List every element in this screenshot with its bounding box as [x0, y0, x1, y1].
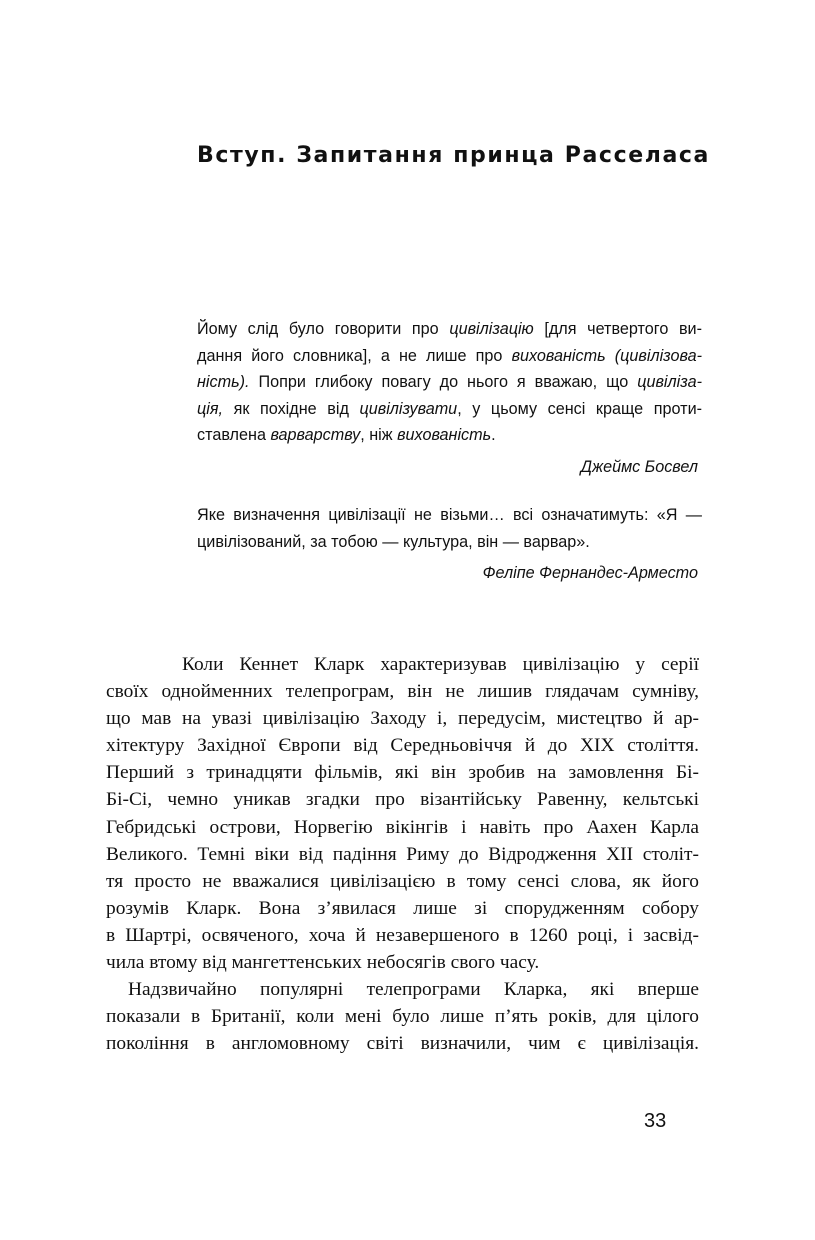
text-line: чила втому від мангеттенських небосягів свого часу.	[106, 952, 540, 974]
epigraph-line	[197, 396, 702, 423]
epigraph-line	[197, 369, 702, 396]
text-run: , у цьому сенсі краще проти-	[457, 399, 703, 418]
text-line: розумів Кларк. Вона з’явилася лише зі спорудженням собору	[106, 897, 699, 919]
epigraph-line	[197, 343, 702, 370]
text-line: Перший з тринадцяти фільмів, які він зробив на замовлення Бі-	[106, 762, 699, 784]
epigraph-text	[197, 316, 702, 449]
text-run: як похідне від	[223, 399, 360, 418]
text-line: показали в Британії, коли мені було лише п’ять років, для цілого	[106, 1006, 699, 1028]
text-line: Коли Кеннет Кларк характеризував цивілізацію у серії	[182, 654, 699, 675]
paragraph-1	[106, 651, 699, 976]
italic-run: вихованість	[397, 426, 492, 445]
text-line: своїх однойменних телепрограм, він не лишив глядачам сумніву,	[106, 681, 699, 703]
text-line: Гебридські острови, Норвегію вікінгів і навіть про Аахен Карла	[106, 816, 699, 838]
chapter-title: Вступ. Запитання принца Расселаса	[197, 143, 710, 168]
text-run: Яке визначення цивілізації не візьми… всі означатимуть: «Я —	[197, 506, 702, 524]
text-run: цивілізований, за тобою — культура, він — варвар».	[197, 532, 590, 551]
main-text	[106, 651, 699, 1057]
text-run: [для четвертого ви-	[533, 320, 702, 338]
text-run: дання його словника], а не лише про	[197, 346, 512, 365]
italic-run: варварству	[270, 426, 361, 445]
epigraph-line	[197, 316, 702, 343]
page-number: 33	[644, 1110, 667, 1132]
italic-run: ність).	[197, 373, 250, 392]
text-line: Бі-Сі, чемно уникав згадки про візантійську Равенну, кельтські	[106, 789, 699, 811]
epigraph-attribution: Джеймс Босвел	[580, 457, 698, 476]
text-line: покоління в англомовному світі визначили, чим є цивілізація.	[106, 1033, 699, 1055]
text-line: що мав на увазі цивілізацію Заходу і, передусім, мистецтво й ар-	[106, 708, 699, 730]
epigraph-fernandez-armesto	[197, 502, 702, 586]
text-run: Йому слід було говорити про	[197, 320, 450, 338]
epigraph-line	[197, 422, 702, 449]
epigraph-boswell	[197, 316, 702, 480]
text-line: хітектуру Західної Європи від Середньовіччя й до XIX століття.	[106, 735, 699, 757]
text-run: , ніж	[360, 426, 398, 445]
italic-run: вихованість (цивілізова-	[511, 346, 703, 365]
italic-run: ція,	[197, 399, 223, 418]
epigraph-line	[197, 502, 702, 529]
text-line: Великого. Темні віки від падіння Риму до Відродження XII століт-	[106, 843, 699, 865]
text-line: тя просто не вважалися цивілізацією в тому сенсі слова, як його	[106, 870, 699, 892]
italic-run: цивілізувати	[359, 399, 458, 418]
italic-run: цивілізацію	[449, 320, 534, 338]
epigraph-text	[197, 502, 702, 555]
text-run: Попри глибоку повагу до нього я вважаю, що	[249, 373, 638, 392]
text-line: Надзвичайно популярні телепрограми Кларка, які вперше	[128, 979, 699, 1001]
text-run: ставлена	[197, 426, 271, 445]
text-line: в Шартрі, освяченого, хоча й незавершеного в 1260 році, і засвід-	[106, 924, 699, 946]
italic-run: цивіліза-	[637, 373, 702, 392]
epigraph-attribution: Феліпе Фернандес-Арместо	[482, 564, 698, 583]
epigraph-line	[197, 529, 702, 556]
text-run: .	[491, 426, 496, 445]
paragraph-2	[106, 976, 699, 1057]
